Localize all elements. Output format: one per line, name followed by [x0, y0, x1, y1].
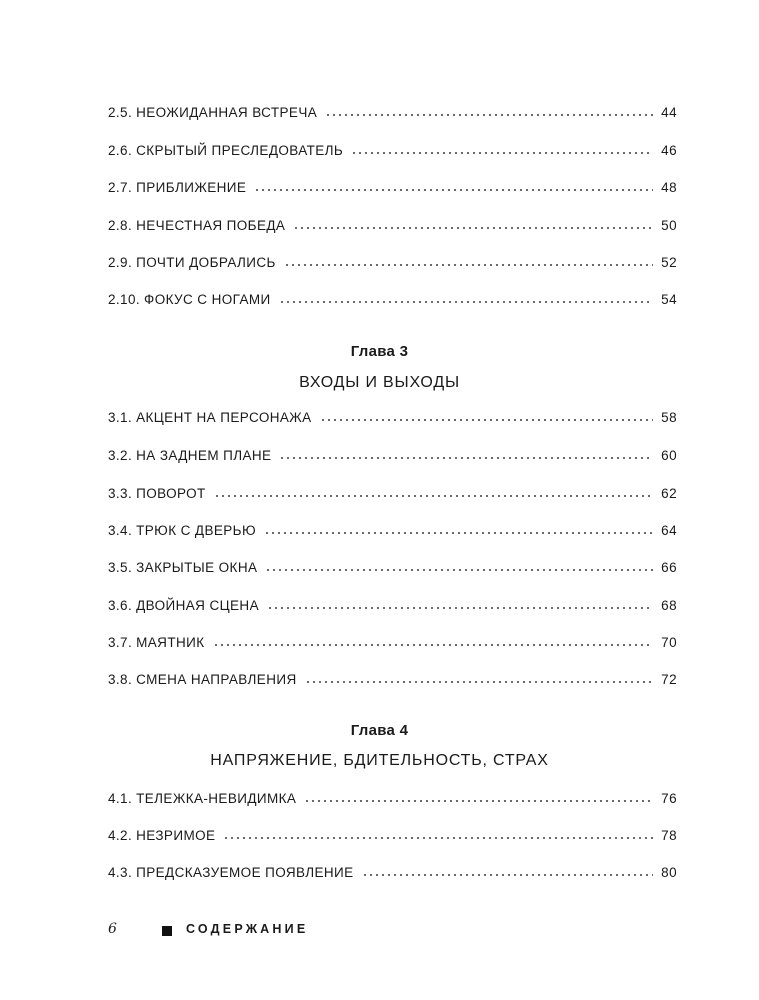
toc-entry-page: 62: [661, 486, 677, 501]
toc-entry-page: 72: [661, 672, 677, 687]
dot-leader: [265, 569, 653, 571]
dot-leader: [362, 874, 653, 876]
toc-entry-title: ТЕЛЕЖКА-НЕВИДИМКА: [136, 791, 297, 806]
toc-entry-number: 2.9.: [108, 255, 133, 270]
toc-entry-4-3[interactable]: [108, 860, 677, 880]
toc-entry-number: 2.6.: [108, 143, 133, 158]
toc-entry-page: 68: [661, 598, 677, 613]
dot-leader: [254, 189, 653, 191]
toc-entry-title: ПРИБЛИЖЕНИЕ: [136, 180, 247, 195]
toc-entry-3-8[interactable]: [108, 667, 677, 687]
chapter-4-title: НАПРЯЖЕНИЕ, БДИТЕЛЬНОСТЬ, СТРАХ: [210, 752, 549, 769]
toc-entry-title: ФОКУС С НОГАМИ: [144, 292, 271, 307]
toc-entry-title: НЕЧЕСТНАЯ ПОБЕДА: [136, 218, 286, 233]
dot-leader: [223, 837, 653, 839]
dot-leader: [279, 301, 653, 303]
toc-entry-number: 4.3.: [108, 865, 133, 880]
toc-entry-title: МАЯТНИК: [136, 635, 205, 650]
toc-entry-number: 3.2.: [108, 448, 133, 463]
toc-entry-3-6[interactable]: [108, 593, 677, 613]
toc-entry-page: 48: [661, 180, 677, 195]
dot-leader: [264, 532, 653, 534]
toc-entry-page: 52: [661, 255, 677, 270]
toc-entry-title: НА ЗАДНЕМ ПЛАНЕ: [136, 448, 272, 463]
toc-entry-3-2[interactable]: [108, 443, 677, 463]
toc-entry-2-8[interactable]: [108, 213, 677, 233]
dot-leader: [320, 419, 653, 421]
toc-entry-number: 3.5.: [108, 560, 133, 575]
chapter-3-label: Глава 3: [350, 343, 409, 360]
toc-entry-page: 54: [661, 292, 677, 307]
toc-entry-4-1[interactable]: [108, 786, 677, 806]
toc-entry-page: 64: [661, 523, 677, 538]
toc-entry-page: 60: [661, 448, 677, 463]
toc-entry-page: 70: [661, 635, 677, 650]
dot-leader: [284, 264, 653, 266]
toc-entry-title: НЕОЖИДАННАЯ ВСТРЕЧА: [136, 105, 318, 120]
footer-page-number: 6: [108, 921, 117, 937]
dot-leader: [304, 800, 653, 802]
toc-entry-number: 3.8.: [108, 672, 133, 687]
toc-entry-title: НЕЗРИМОЕ: [136, 828, 216, 843]
toc-entry-page: 78: [661, 828, 677, 843]
toc-entry-title: СМЕНА НАПРАВЛЕНИЯ: [136, 672, 297, 687]
dot-leader: [214, 495, 653, 497]
dot-leader: [279, 457, 653, 459]
toc-entry-3-5[interactable]: [108, 555, 677, 575]
dot-leader: [305, 681, 653, 683]
toc-entry-number: 2.7.: [108, 180, 133, 195]
toc-entry-2-9[interactable]: [108, 250, 677, 270]
toc-entry-title: ПОВОРОТ: [136, 486, 206, 501]
dot-leader: [351, 152, 653, 154]
toc-entry-page: 80: [661, 865, 677, 880]
dot-leader: [267, 607, 653, 609]
dot-leader: [325, 114, 653, 116]
toc-entry-title: ПОЧТИ ДОБРАЛИСЬ: [136, 255, 276, 270]
toc-entry-number: 3.6.: [108, 598, 133, 613]
toc-entry-3-1[interactable]: [108, 405, 677, 425]
chapter-4-label: Глава 4: [350, 722, 409, 739]
footer-section-label: СОДЕРЖАНИЕ: [186, 922, 309, 936]
toc-entry-number: 3.4.: [108, 523, 133, 538]
toc-entry-page: 66: [661, 560, 677, 575]
dot-leader: [213, 644, 654, 646]
toc-entry-page: 44: [661, 105, 677, 120]
toc-entry-title: ПРЕДСКАЗУЕМОЕ ПОЯВЛЕНИЕ: [136, 865, 354, 880]
toc-entry-title: СКРЫТЫЙ ПРЕСЛЕДОВАТЕЛЬ: [136, 143, 344, 158]
toc-entry-3-7[interactable]: [108, 630, 677, 650]
toc-entry-number: 2.5.: [108, 105, 133, 120]
toc-entry-title: ТРЮК С ДВЕРЬЮ: [136, 523, 256, 538]
toc-entry-title: ЗАКРЫТЫЕ ОКНА: [136, 560, 258, 575]
toc-entry-page: 46: [661, 143, 677, 158]
toc-entry-2-6[interactable]: [108, 138, 677, 158]
toc-entry-number: 2.10.: [108, 292, 141, 307]
toc-entry-number: 3.1.: [108, 410, 133, 425]
toc-entry-page: 58: [661, 410, 677, 425]
toc-entry-3-3[interactable]: [108, 481, 677, 501]
dot-leader: [293, 227, 653, 229]
toc-entry-2-5[interactable]: [108, 100, 677, 120]
toc-entry-3-4[interactable]: [108, 518, 677, 538]
footer-square-icon: [162, 926, 172, 936]
toc-entry-page: 50: [661, 218, 677, 233]
toc-entry-2-10[interactable]: [108, 287, 677, 307]
toc-entry-number: 4.2.: [108, 828, 133, 843]
chapter-3-title: ВХОДЫ И ВЫХОДЫ: [299, 374, 460, 391]
toc-entry-number: 3.3.: [108, 486, 133, 501]
toc-entry-number: 2.8.: [108, 218, 133, 233]
toc-entry-title: ДВОЙНАЯ СЦЕНА: [136, 598, 259, 613]
toc-entry-4-2[interactable]: [108, 823, 677, 843]
toc-entry-page: 76: [661, 791, 677, 806]
toc-entry-2-7[interactable]: [108, 175, 677, 195]
toc-entry-number: 3.7.: [108, 635, 133, 650]
toc-entry-number: 4.1.: [108, 791, 133, 806]
toc-entry-title: АКЦЕНТ НА ПЕРСОНАЖА: [136, 410, 312, 425]
